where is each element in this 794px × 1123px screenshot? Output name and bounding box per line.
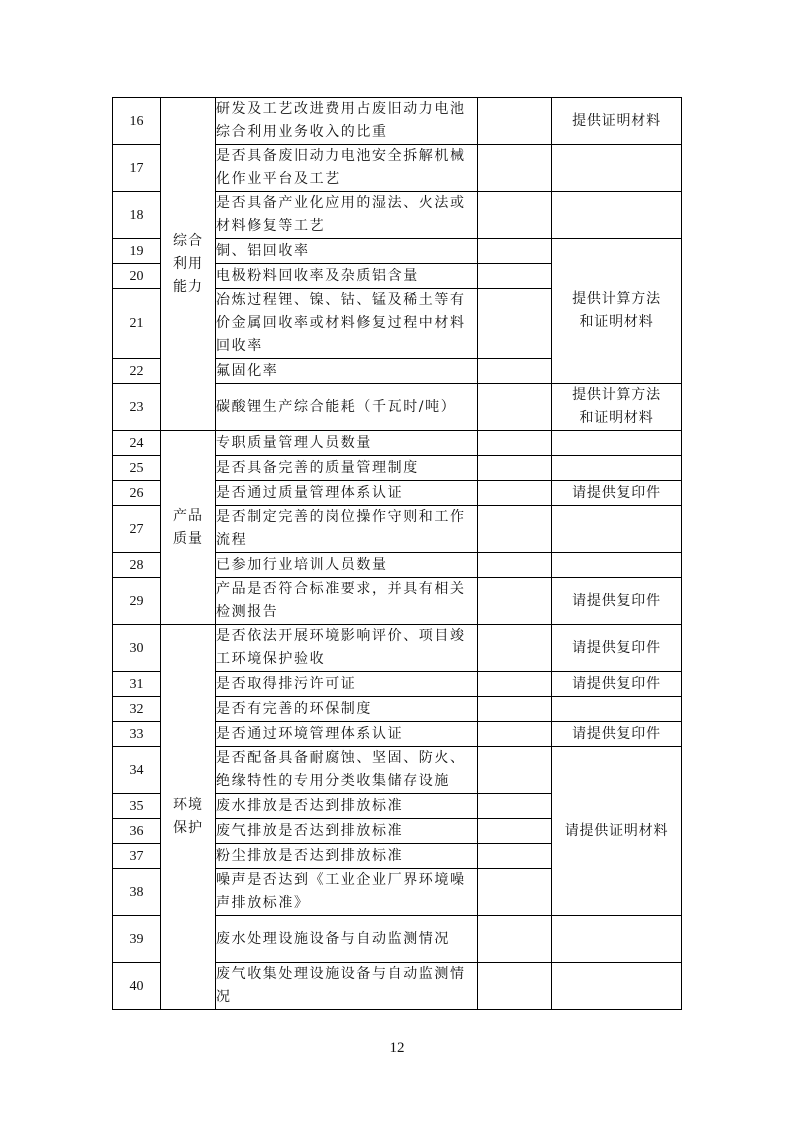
row-number: 25 — [113, 456, 161, 481]
row-number: 19 — [113, 239, 161, 264]
item-cell: 是否通过质量管理体系认证 — [216, 481, 478, 506]
item-cell: 冶炼过程锂、镍、钴、锰及稀土等有价金属回收率或材料修复过程中材料回收率 — [216, 289, 478, 359]
note-text: 提供计算方法 和证明材料 — [572, 291, 661, 330]
row-number: 17 — [113, 145, 161, 192]
page-number: 12 — [389, 1040, 405, 1056]
blank-cell — [478, 722, 552, 747]
row-number: 21 — [113, 289, 161, 359]
item-cell: 已参加行业培训人员数量 — [216, 553, 478, 578]
blank-cell — [478, 869, 552, 916]
blank-cell — [478, 916, 552, 963]
blank-cell — [478, 819, 552, 844]
blank-cell — [478, 98, 552, 145]
note-cell — [552, 578, 682, 625]
row-number: 36 — [113, 819, 161, 844]
row-number: 26 — [113, 481, 161, 506]
note-cell — [552, 384, 682, 431]
note-cell — [552, 625, 682, 672]
note-cell — [552, 481, 682, 506]
blank-cell — [478, 578, 552, 625]
blank-cell — [478, 844, 552, 869]
item-cell: 是否制定完善的岗位操作守则和工作流程 — [216, 506, 478, 553]
item-cell: 是否配备具备耐腐蚀、坚固、防火、绝缘特性的专用分类收集储存设施 — [216, 747, 478, 794]
blank-cell — [478, 697, 552, 722]
note-text: 请提供证明材料 — [564, 822, 669, 839]
note-cell — [552, 456, 682, 481]
note-cell-merged — [552, 239, 682, 384]
note-text: 提供计算方法 和证明材料 — [572, 387, 661, 426]
row-number: 34 — [113, 747, 161, 794]
item-cell: 粉尘排放是否达到排放标准 — [216, 844, 478, 869]
blank-cell — [478, 747, 552, 794]
blank-cell — [478, 264, 552, 289]
note-cell — [552, 553, 682, 578]
item-cell: 研发及工艺改进费用占废旧动力电池综合利用业务收入的比重 — [216, 98, 478, 145]
item-cell: 氟固化率 — [216, 359, 478, 384]
note-cell — [552, 963, 682, 1010]
row-number: 39 — [113, 916, 161, 963]
row-number: 29 — [113, 578, 161, 625]
row-number: 30 — [113, 625, 161, 672]
blank-cell — [478, 384, 552, 431]
row-number: 31 — [113, 672, 161, 697]
item-cell: 是否具备产业化应用的湿法、火法或材料修复等工艺 — [216, 192, 478, 239]
row-number: 37 — [113, 844, 161, 869]
row-number: 35 — [113, 794, 161, 819]
note-cell — [552, 506, 682, 553]
row-number: 38 — [113, 869, 161, 916]
note-cell — [552, 672, 682, 697]
note-text: 请提供复印件 — [572, 592, 661, 609]
note-cell — [552, 916, 682, 963]
table-row — [113, 625, 682, 672]
blank-cell — [478, 553, 552, 578]
note-text: 请提供复印件 — [572, 484, 661, 501]
blank-cell — [478, 431, 552, 456]
row-number: 27 — [113, 506, 161, 553]
item-cell: 电极粉料回收率及杂质铝含量 — [216, 264, 478, 289]
item-cell: 是否具备废旧动力电池安全拆解机械化作业平台及工艺 — [216, 145, 478, 192]
row-number: 23 — [113, 384, 161, 431]
item-cell: 废气收集处理设施设备与自动监测情况 — [216, 963, 478, 1010]
blank-cell — [478, 481, 552, 506]
category-cell — [161, 431, 216, 625]
note-cell — [552, 145, 682, 192]
category-label: 产品 质量 — [173, 507, 203, 547]
item-cell: 是否有完善的环保制度 — [216, 697, 478, 722]
item-cell: 铜、铝回收率 — [216, 239, 478, 264]
blank-cell — [478, 239, 552, 264]
item-cell: 废气排放是否达到排放标准 — [216, 819, 478, 844]
table-row — [113, 431, 682, 456]
note-cell — [552, 192, 682, 239]
category-label: 环境 保护 — [173, 797, 203, 836]
row-number: 18 — [113, 192, 161, 239]
blank-cell — [478, 625, 552, 672]
note-text: 请提供复印件 — [572, 675, 661, 692]
blank-cell — [478, 359, 552, 384]
blank-cell — [478, 456, 552, 481]
note-cell-merged — [552, 747, 682, 916]
note-cell — [552, 98, 682, 145]
note-cell — [552, 722, 682, 747]
note-text: 提供证明材料 — [572, 112, 661, 129]
item-cell: 产品是否符合标准要求，并具有相关检测报告 — [216, 578, 478, 625]
note-text: 请提供复印件 — [572, 725, 661, 742]
blank-cell — [478, 289, 552, 359]
blank-cell — [478, 145, 552, 192]
row-number: 33 — [113, 722, 161, 747]
row-number: 28 — [113, 553, 161, 578]
category-label: 综合 利用 能力 — [173, 232, 203, 295]
table-row — [113, 98, 682, 145]
item-cell: 废水处理设施设备与自动监测情况 — [216, 916, 478, 963]
note-cell — [552, 697, 682, 722]
assessment-table — [112, 97, 682, 1010]
blank-cell — [478, 506, 552, 553]
blank-cell — [478, 192, 552, 239]
row-number: 40 — [113, 963, 161, 1010]
blank-cell — [478, 672, 552, 697]
blank-cell — [478, 963, 552, 1010]
row-number: 22 — [113, 359, 161, 384]
item-cell: 是否取得排污许可证 — [216, 672, 478, 697]
item-cell: 废水排放是否达到排放标准 — [216, 794, 478, 819]
category-cell — [161, 625, 216, 1010]
item-cell: 碳酸锂生产综合能耗（千瓦时/吨） — [216, 384, 478, 431]
category-cell — [161, 98, 216, 431]
item-cell: 是否依法开展环境影响评价、项目竣工环境保护验收 — [216, 625, 478, 672]
item-cell: 是否具备完善的质量管理制度 — [216, 456, 478, 481]
row-number: 20 — [113, 264, 161, 289]
item-cell: 专职质量管理人员数量 — [216, 431, 478, 456]
row-number: 24 — [113, 431, 161, 456]
blank-cell — [478, 794, 552, 819]
row-number: 32 — [113, 697, 161, 722]
note-text: 请提供复印件 — [572, 639, 661, 656]
item-cell: 是否通过环境管理体系认证 — [216, 722, 478, 747]
item-cell: 噪声是否达到《工业企业厂界环境噪声排放标准》 — [216, 869, 478, 916]
row-number: 16 — [113, 98, 161, 145]
note-cell — [552, 431, 682, 456]
